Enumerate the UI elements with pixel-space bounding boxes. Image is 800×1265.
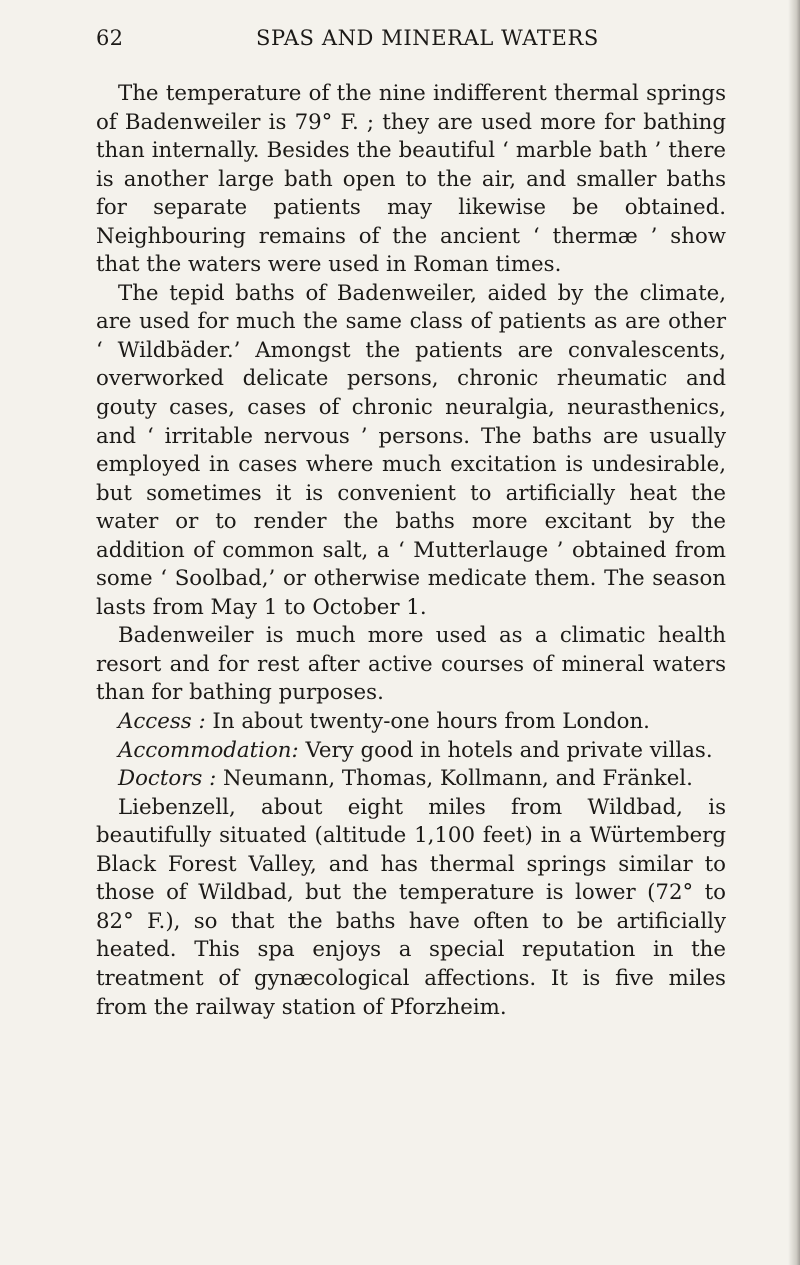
accommodation-text: Very good in hotels and private villas. bbox=[298, 737, 713, 763]
paragraph-access bbox=[96, 708, 726, 737]
running-title: SPAS AND MINERAL WATERS bbox=[256, 26, 599, 50]
running-header bbox=[96, 26, 726, 56]
body-text bbox=[96, 80, 726, 1022]
accommodation-label: Accommodation: bbox=[118, 737, 299, 763]
paragraph-tepid-baths bbox=[96, 280, 726, 623]
paragraph-text: The temperature of the nine indifferent thermal springs of Badenweiler is 79° F. ; they are used more for bathing than internally. Besides the beautiful ‘ marble bath ’ there is another large bath open to the air, and smaller baths for separate patients may likewise be obtained. Neighbouring remains of the ancient ‘ thermæ ’ show that the waters were used in Roman times. bbox=[96, 81, 726, 278]
doctors-text: Neumann, Thomas, Kollmann, and Fränkel. bbox=[216, 766, 693, 792]
paragraph-climatic-resort bbox=[96, 622, 726, 708]
paragraph-badenweiler-temperature bbox=[96, 80, 726, 280]
page-edge-shadow bbox=[788, 0, 800, 1265]
paragraph-doctors bbox=[96, 765, 726, 794]
paragraph-text: Badenweiler is much more used as a climatic health resort and for rest after active courses of mineral waters than for bathing purposes. bbox=[96, 623, 726, 706]
access-label: Access : bbox=[118, 709, 206, 735]
page-number: 62 bbox=[96, 26, 124, 50]
paragraph-text: Liebenzell, about eight miles from Wildbad, is beautifully situated (altitude 1,100 feet) in a Würtemberg Black Forest Valley, and has thermal springs similar to those of Wildbad, but the temperature is lower (72° to 82° F.), so that the baths have often to be artificially heated. This spa enjoys a special reputation in the treatment of gynæcological affections. It is five miles from the railway station of Pforzheim. bbox=[96, 794, 726, 1020]
access-text: In about twenty-one hours from London. bbox=[205, 709, 650, 735]
doctors-label: Doctors : bbox=[118, 766, 217, 792]
paragraph-accommodation bbox=[96, 737, 726, 766]
paragraph-liebenzell bbox=[96, 794, 726, 1022]
paragraph-text: The tepid baths of Badenweiler, aided by the climate, are used for much the same class of patients as are other ‘ Wildbäder.’ Amongst the patients are convalescents, overworked delicate persons, chronic rheumatic and gouty cases, cases of chronic neuralgia, neurasthenics, and ‘ irritable nervous ’ persons. The baths are usually employed in cases where much excitation is undesirable, but sometimes it is convenient to artificially heat the water or to render the baths more excitant by the addition of common salt, a ‘ Mutterlauge ’ obtained from some ‘ Soolbad,’ or otherwise medicate them. The season lasts from May 1 to October 1. bbox=[96, 280, 726, 620]
